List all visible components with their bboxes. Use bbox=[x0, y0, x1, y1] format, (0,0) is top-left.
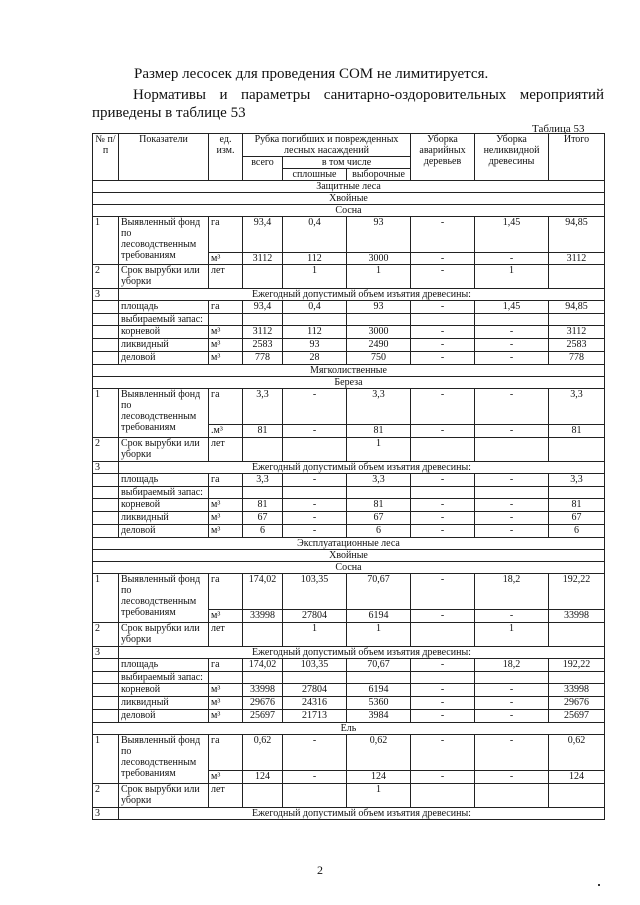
row-num: 2 bbox=[93, 784, 119, 808]
table-cell: 81 bbox=[243, 499, 283, 512]
table-cell: 192,22 bbox=[549, 574, 605, 610]
table-cell: - bbox=[411, 659, 475, 672]
table-cell: 93,4 bbox=[243, 301, 283, 314]
table-cell bbox=[549, 265, 605, 289]
label-liquid: ликвидный bbox=[119, 697, 209, 710]
table-cell: 1 bbox=[475, 265, 549, 289]
table-cell: 33998 bbox=[243, 684, 283, 697]
unit-cell: га bbox=[209, 474, 243, 487]
unit-cell: га bbox=[209, 389, 243, 425]
table-cell: 174,02 bbox=[243, 659, 283, 672]
table-cell: - bbox=[411, 574, 475, 610]
unit-cell: м³ bbox=[209, 499, 243, 512]
table-cell: - bbox=[475, 389, 549, 425]
row-num: 1 bbox=[93, 217, 119, 265]
table-cell: 29676 bbox=[549, 697, 605, 710]
table-cell: - bbox=[411, 735, 475, 771]
table-53 bbox=[92, 133, 605, 820]
table-cell: 81 bbox=[243, 425, 283, 438]
table-cell: - bbox=[475, 474, 549, 487]
table-cell bbox=[411, 784, 475, 808]
section-pine1: Сосна bbox=[93, 205, 605, 217]
table-cell: - bbox=[475, 525, 549, 538]
table-cell: - bbox=[411, 610, 475, 623]
table-cell: 93 bbox=[347, 301, 411, 314]
table-cell: 6 bbox=[347, 525, 411, 538]
table-cell: 3,3 bbox=[549, 474, 605, 487]
table-cell: 103,35 bbox=[283, 574, 347, 610]
table-cell: - bbox=[475, 735, 549, 771]
table-cell bbox=[411, 438, 475, 462]
table-cell: - bbox=[283, 389, 347, 425]
label-annual: Ежегодный допустимый объем изъятия древесины: bbox=[119, 289, 605, 301]
table-cell: 81 bbox=[549, 425, 605, 438]
table-cell: 3,3 bbox=[549, 389, 605, 425]
table-cell: 2583 bbox=[549, 339, 605, 352]
table-cell: 750 bbox=[347, 352, 411, 365]
table-cell: 0,62 bbox=[347, 735, 411, 771]
table-cell: 124 bbox=[347, 771, 411, 784]
table-cell: 1 bbox=[347, 265, 411, 289]
page-number: 2 bbox=[317, 863, 323, 877]
table-cell: 1 bbox=[347, 784, 411, 808]
table-cell: 81 bbox=[549, 499, 605, 512]
table-cell: - bbox=[411, 499, 475, 512]
section-birch: Береза bbox=[93, 377, 605, 389]
table-cell: 5360 bbox=[347, 697, 411, 710]
table-cell: 1,45 bbox=[475, 301, 549, 314]
unit-cell: м³ bbox=[209, 684, 243, 697]
table-cell: 33998 bbox=[549, 684, 605, 697]
table-cell: - bbox=[411, 474, 475, 487]
table-cell: 3112 bbox=[549, 326, 605, 339]
unit-cell: м³ bbox=[209, 697, 243, 710]
unit-cell: м³ bbox=[209, 512, 243, 525]
table-caption: Таблица 53 bbox=[532, 123, 585, 135]
table-cell: 21713 bbox=[283, 710, 347, 723]
header-incl: в том числе bbox=[283, 157, 411, 169]
table-cell: - bbox=[411, 389, 475, 425]
row-num: 3 bbox=[93, 289, 119, 301]
scan-speck bbox=[598, 884, 600, 886]
section-conif1: Хвойные bbox=[93, 193, 605, 205]
table-cell: - bbox=[411, 771, 475, 784]
table-cell: 3,3 bbox=[243, 389, 283, 425]
table-cell: 70,67 bbox=[347, 574, 411, 610]
label-stock: выбираемый запас: bbox=[119, 487, 209, 499]
table-cell: 3,3 bbox=[243, 474, 283, 487]
table-cell: - bbox=[411, 352, 475, 365]
table-cell: - bbox=[475, 684, 549, 697]
table-cell: 6 bbox=[549, 525, 605, 538]
table-cell: - bbox=[475, 697, 549, 710]
unit-cell: га bbox=[209, 217, 243, 253]
table-cell: - bbox=[411, 710, 475, 723]
table-cell: - bbox=[411, 425, 475, 438]
table-cell: 28 bbox=[283, 352, 347, 365]
table-cell: 2583 bbox=[243, 339, 283, 352]
table-cell bbox=[243, 438, 283, 462]
table-cell: - bbox=[411, 339, 475, 352]
table-cell: 24316 bbox=[283, 697, 347, 710]
table-cell: 25697 bbox=[549, 710, 605, 723]
table-cell: 192,22 bbox=[549, 659, 605, 672]
table-cell: - bbox=[411, 512, 475, 525]
table-cell: 3,3 bbox=[347, 389, 411, 425]
table-cell bbox=[243, 623, 283, 647]
table-cell: 27804 bbox=[283, 610, 347, 623]
unit-cell: м³ bbox=[209, 253, 243, 265]
table-cell: 6194 bbox=[347, 610, 411, 623]
table-cell: 81 bbox=[347, 425, 411, 438]
table-cell bbox=[549, 623, 605, 647]
table-cell: - bbox=[475, 512, 549, 525]
label-area: площадь bbox=[119, 301, 209, 314]
table-cell: 1,45 bbox=[475, 217, 549, 253]
label-fund: Выявленный фонд по лесоводственным требованиям bbox=[119, 217, 209, 265]
table-cell: - bbox=[475, 339, 549, 352]
table-cell: 3984 bbox=[347, 710, 411, 723]
label-business: деловой bbox=[119, 352, 209, 365]
table-cell bbox=[475, 438, 549, 462]
table-cell: 6 bbox=[243, 525, 283, 538]
table-cell: 94,85 bbox=[549, 217, 605, 253]
table-cell: 1 bbox=[283, 623, 347, 647]
label-liquid: ликвидный bbox=[119, 512, 209, 525]
table-cell: - bbox=[475, 253, 549, 265]
label-business: деловой bbox=[119, 525, 209, 538]
row-num: 2 bbox=[93, 265, 119, 289]
unit-cell: лет bbox=[209, 265, 243, 289]
header-num: № п/п bbox=[93, 134, 119, 181]
table-cell: 3000 bbox=[347, 253, 411, 265]
label-stock: выбираемый запас: bbox=[119, 314, 209, 326]
table-cell: - bbox=[411, 301, 475, 314]
table-cell: - bbox=[283, 512, 347, 525]
table-cell: 93,4 bbox=[243, 217, 283, 253]
table-cell: 3000 bbox=[347, 326, 411, 339]
unit-cell: м³ bbox=[209, 710, 243, 723]
unit-cell: га bbox=[209, 301, 243, 314]
table-cell: 3112 bbox=[243, 253, 283, 265]
unit-cell: га bbox=[209, 574, 243, 610]
table-cell: 1 bbox=[475, 623, 549, 647]
table-cell: - bbox=[411, 217, 475, 253]
section-soft: Мягколиственные bbox=[93, 365, 605, 377]
table-cell: 0,4 bbox=[283, 217, 347, 253]
header-windfall: Уборка аварийных деревьев bbox=[411, 134, 475, 181]
section-pine2: Сосна bbox=[93, 562, 605, 574]
table-cell: 70,67 bbox=[347, 659, 411, 672]
table-cell bbox=[549, 438, 605, 462]
table-cell: 1 bbox=[283, 265, 347, 289]
label-stock: выбираемый запас: bbox=[119, 672, 209, 684]
table-cell bbox=[475, 784, 549, 808]
label-annual: Ежегодный допустимый объем изъятия древесины: bbox=[119, 462, 605, 474]
label-liquid: ликвидный bbox=[119, 339, 209, 352]
unit-cell: лет bbox=[209, 784, 243, 808]
label-term: Срок вырубки или уборки bbox=[119, 623, 209, 647]
unit-cell: лет bbox=[209, 623, 243, 647]
unit-cell: .м³ bbox=[209, 425, 243, 438]
row-num: 1 bbox=[93, 735, 119, 784]
table-cell: - bbox=[411, 525, 475, 538]
label-fund: Выявленный фонд по лесоводственным требованиям bbox=[119, 735, 209, 784]
table-cell: 1 bbox=[347, 438, 411, 462]
table-cell: 112 bbox=[283, 326, 347, 339]
table-cell: 778 bbox=[549, 352, 605, 365]
table-cell bbox=[243, 784, 283, 808]
label-term: Срок вырубки или уборки bbox=[119, 438, 209, 462]
section-protect: Защитные леса bbox=[93, 181, 605, 193]
table-cell: - bbox=[283, 425, 347, 438]
label-area: площадь bbox=[119, 474, 209, 487]
table-cell: 103,35 bbox=[283, 659, 347, 672]
header-unit: ед. изм. bbox=[209, 134, 243, 181]
table-cell: 0,4 bbox=[283, 301, 347, 314]
table-cell bbox=[411, 623, 475, 647]
row-num: 3 bbox=[93, 462, 119, 474]
table-cell: 67 bbox=[549, 512, 605, 525]
table-cell: - bbox=[411, 253, 475, 265]
table-cell: 6194 bbox=[347, 684, 411, 697]
table-cell: - bbox=[475, 610, 549, 623]
table-cell: - bbox=[283, 771, 347, 784]
table-cell: 0,62 bbox=[243, 735, 283, 771]
table-cell: 174,02 bbox=[243, 574, 283, 610]
table-cell: 81 bbox=[347, 499, 411, 512]
table-cell: 94,85 bbox=[549, 301, 605, 314]
unit-cell: га bbox=[209, 735, 243, 771]
table-cell: 67 bbox=[243, 512, 283, 525]
table-cell: - bbox=[283, 499, 347, 512]
table-cell: - bbox=[411, 697, 475, 710]
table-cell: - bbox=[475, 425, 549, 438]
table-cell: 27804 bbox=[283, 684, 347, 697]
table-cell: 2490 bbox=[347, 339, 411, 352]
label-fund: Выявленный фонд по лесоводственным требованиям bbox=[119, 574, 209, 623]
table-cell: 124 bbox=[549, 771, 605, 784]
table-cell: 93 bbox=[283, 339, 347, 352]
table-cell: 124 bbox=[243, 771, 283, 784]
table-cell: - bbox=[475, 771, 549, 784]
label-term: Срок вырубки или уборки bbox=[119, 784, 209, 808]
table-cell: - bbox=[475, 326, 549, 339]
table-cell: - bbox=[283, 525, 347, 538]
label-fund: Выявленный фонд по лесоводственным требованиям bbox=[119, 389, 209, 438]
table-cell: 25697 bbox=[243, 710, 283, 723]
label-annual: Ежегодный допустимый объем изъятия древесины: bbox=[119, 647, 605, 659]
row-num: 3 bbox=[93, 647, 119, 659]
header-felling: Рубка погибших и поврежденных лесных насаждений bbox=[243, 134, 411, 157]
table-cell: - bbox=[475, 710, 549, 723]
unit-cell: м³ bbox=[209, 339, 243, 352]
unit-cell: лет bbox=[209, 438, 243, 462]
row-num: 3 bbox=[93, 808, 119, 820]
table-cell: 18,2 bbox=[475, 659, 549, 672]
table-cell: - bbox=[283, 474, 347, 487]
label-term: Срок вырубки или уборки bbox=[119, 265, 209, 289]
paragraph-limit: Размер лесосек для проведения СОМ не лимитируется. bbox=[134, 66, 489, 82]
label-area: площадь bbox=[119, 659, 209, 672]
table-cell: 29676 bbox=[243, 697, 283, 710]
table-cell: - bbox=[411, 265, 475, 289]
table-cell: 778 bbox=[243, 352, 283, 365]
unit-cell: м³ bbox=[209, 352, 243, 365]
table-cell: 0,62 bbox=[549, 735, 605, 771]
table-cell bbox=[283, 438, 347, 462]
header-itogo: Итого bbox=[549, 134, 605, 181]
table-cell: 18,2 bbox=[475, 574, 549, 610]
table-cell bbox=[549, 784, 605, 808]
label-root: корневой bbox=[119, 684, 209, 697]
table-cell: 3,3 bbox=[347, 474, 411, 487]
table-cell: - bbox=[475, 352, 549, 365]
table-cell: 112 bbox=[283, 253, 347, 265]
table-cell: - bbox=[411, 326, 475, 339]
header-clear: сплошные bbox=[283, 169, 347, 181]
label-annual: Ежегодный допустимый объем изъятия древесины: bbox=[119, 808, 605, 820]
row-num: 1 bbox=[93, 574, 119, 623]
table-cell: 67 bbox=[347, 512, 411, 525]
table-cell: 93 bbox=[347, 217, 411, 253]
table-cell: - bbox=[283, 735, 347, 771]
section-expl: Эксплуатационные леса bbox=[93, 538, 605, 550]
table-cell: - bbox=[411, 684, 475, 697]
table-cell: 1 bbox=[347, 623, 411, 647]
table-cell: 3112 bbox=[549, 253, 605, 265]
header-total-all: всего bbox=[243, 157, 283, 181]
header-waste: Уборка неликвидной древесины bbox=[475, 134, 549, 181]
table-cell: 33998 bbox=[243, 610, 283, 623]
table-cell bbox=[283, 784, 347, 808]
label-business: деловой bbox=[119, 710, 209, 723]
label-root: корневой bbox=[119, 499, 209, 512]
header-indicator: Показатели bbox=[119, 134, 209, 181]
row-num: 1 bbox=[93, 389, 119, 438]
table-cell bbox=[243, 265, 283, 289]
section-spruce: Ель bbox=[93, 723, 605, 735]
table-cell: 3112 bbox=[243, 326, 283, 339]
row-num: 2 bbox=[93, 623, 119, 647]
unit-cell: м³ bbox=[209, 525, 243, 538]
unit-cell: м³ bbox=[209, 610, 243, 623]
unit-cell: м³ bbox=[209, 326, 243, 339]
unit-cell: м³ bbox=[209, 771, 243, 784]
table-cell: - bbox=[475, 499, 549, 512]
unit-cell: га bbox=[209, 659, 243, 672]
section-conif2: Хвойные bbox=[93, 550, 605, 562]
header-selective: выборочные bbox=[347, 169, 411, 181]
table-cell: 33998 bbox=[549, 610, 605, 623]
paragraph-norms: Нормативы и параметры санитарно-оздоровительных мероприятий приведены в таблице 53 bbox=[92, 87, 604, 121]
row-num: 2 bbox=[93, 438, 119, 462]
label-root: корневой bbox=[119, 326, 209, 339]
